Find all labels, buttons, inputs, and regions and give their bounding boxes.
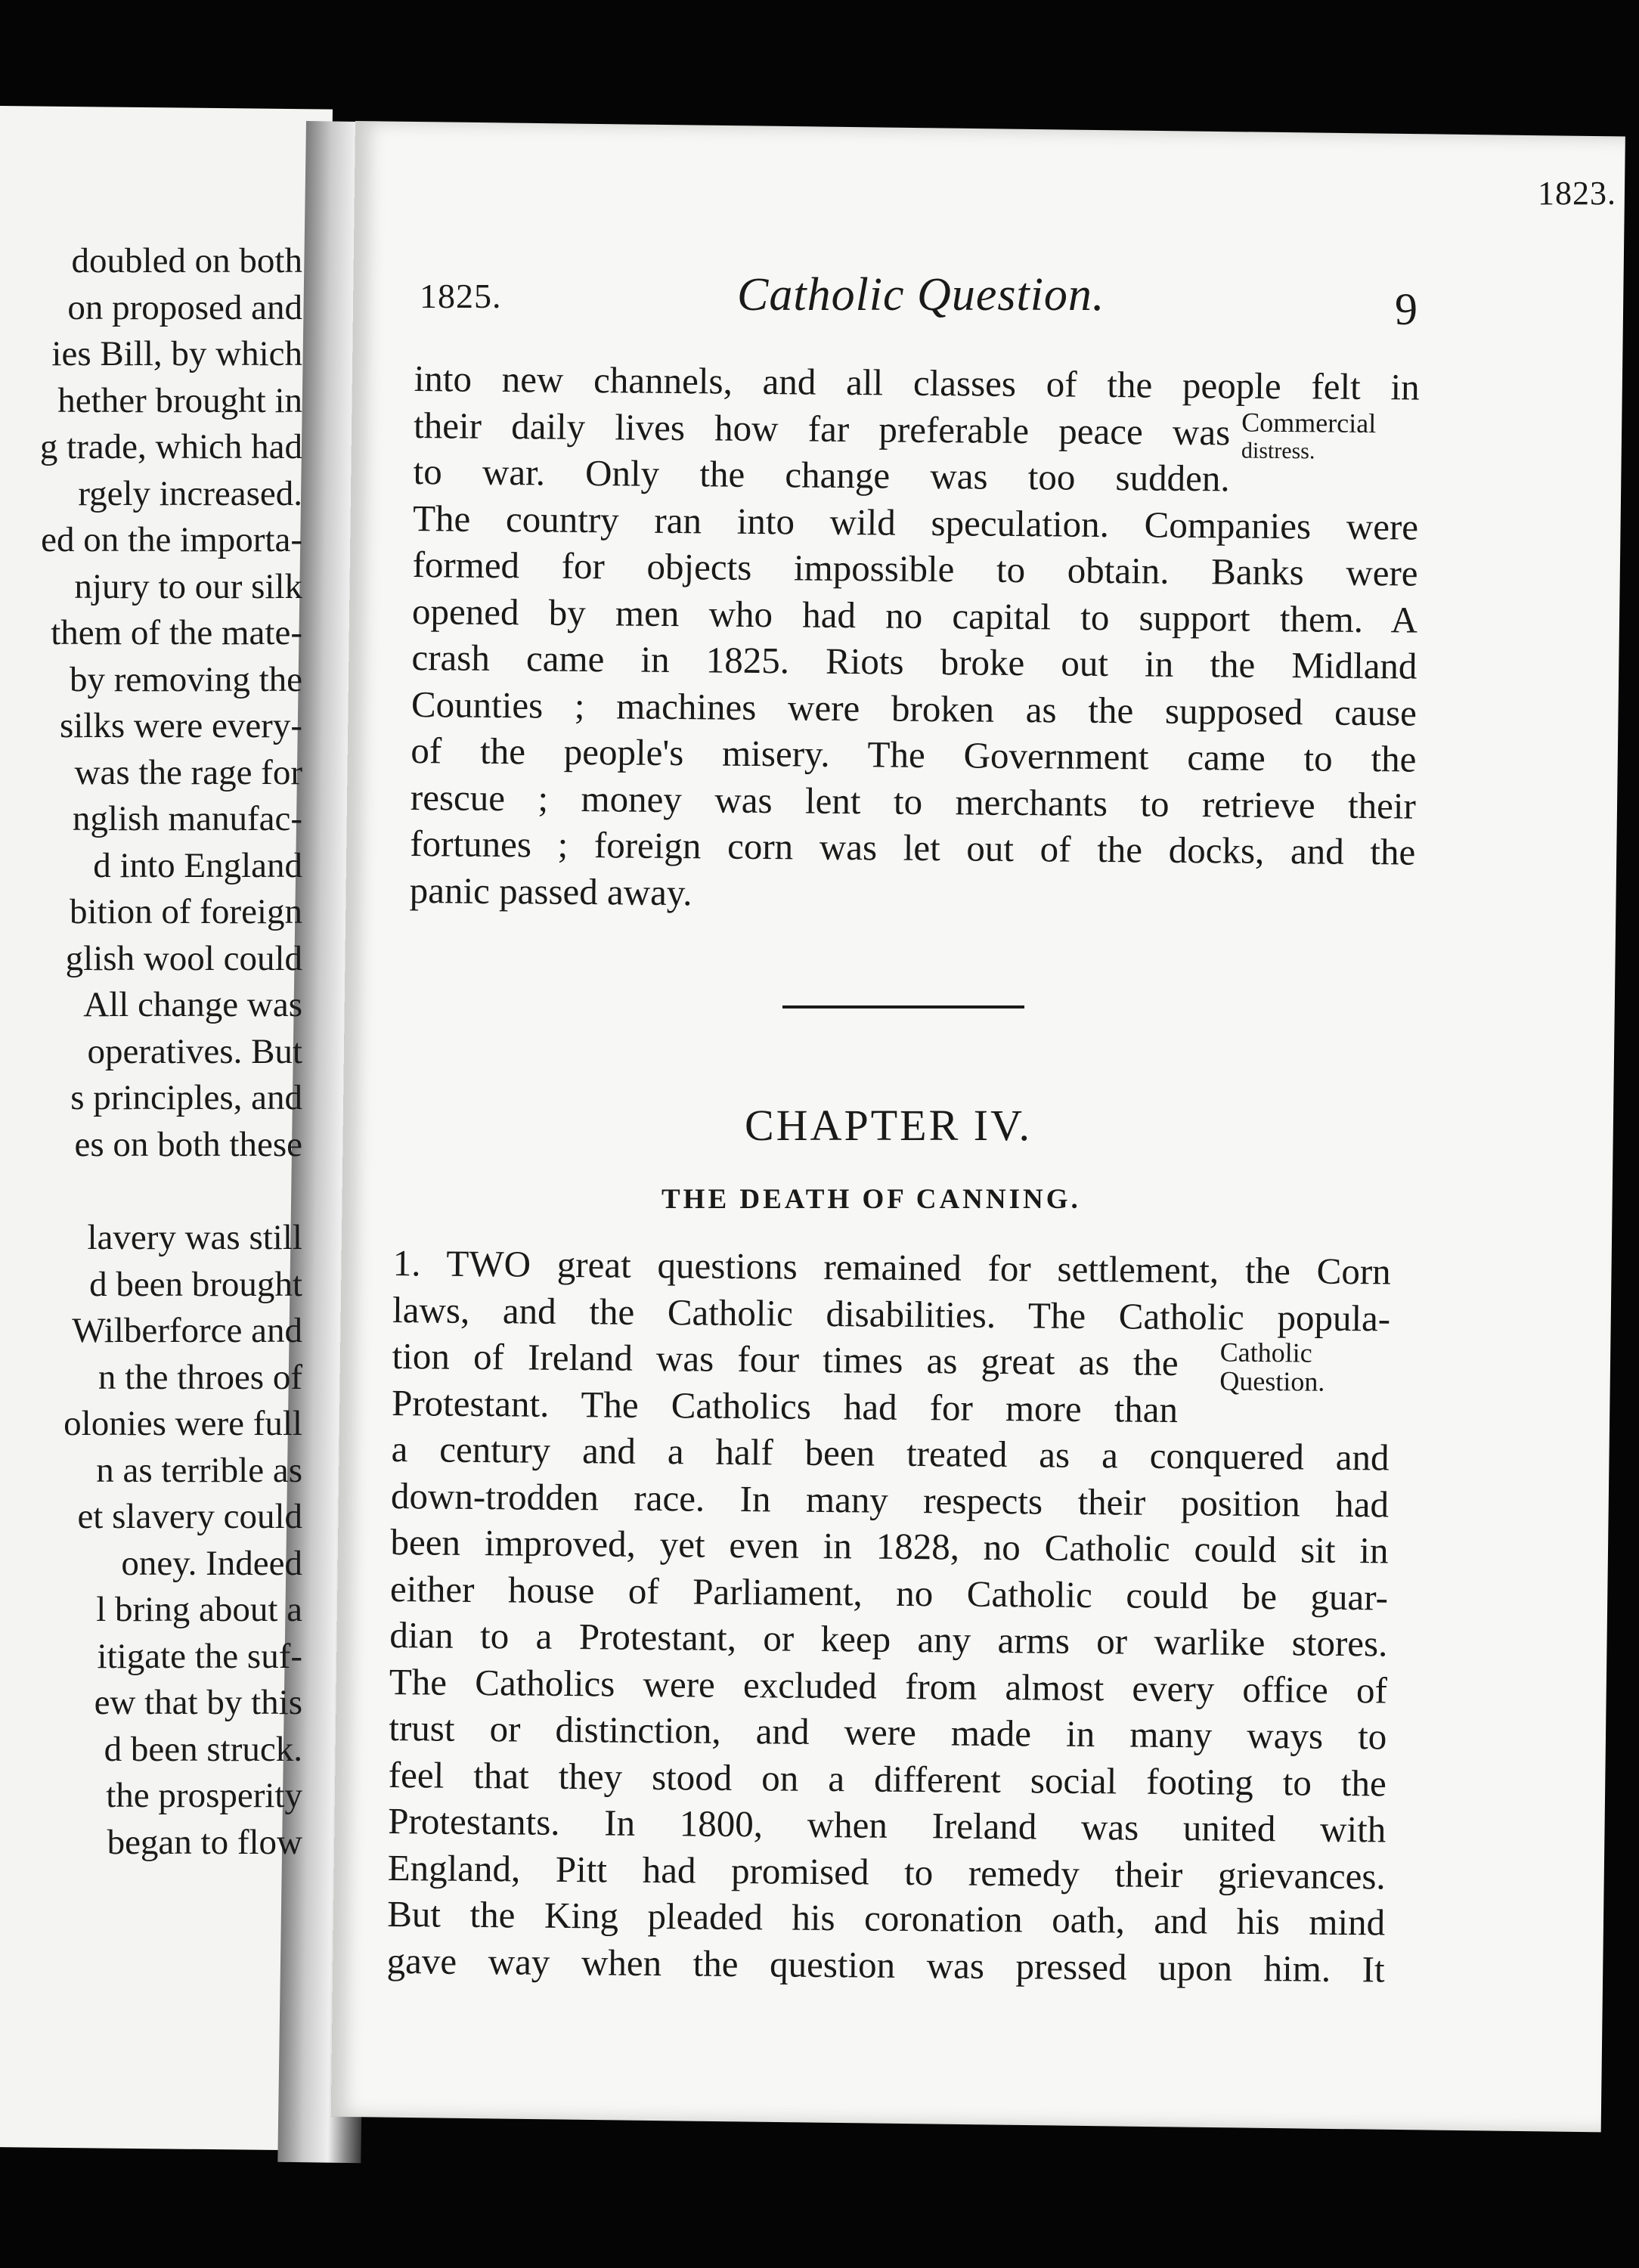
left-line: olonies were full xyxy=(64,1404,302,1443)
text-line: Counties ; machines were broken as the supposed cause xyxy=(411,683,1417,734)
left-line: doubled on both xyxy=(71,241,302,280)
left-line: njury to our silk xyxy=(74,566,302,606)
sidenote-line: Commercial xyxy=(1241,407,1377,439)
text-line: either house of Parliament, no Catholic could be guar- xyxy=(389,1567,1389,1619)
text-line: dian to a Protestant, or keep any arms or warlike stores. xyxy=(389,1613,1388,1665)
chapter-subtitle: THE DEATH OF CANNING. xyxy=(661,1184,1081,1215)
left-line: es on both these xyxy=(74,1124,302,1164)
left-line: began to flow xyxy=(107,1822,302,1862)
left-line: the prosperity xyxy=(106,1776,302,1815)
text-line: Protestants. In 1800, when Ireland was united with xyxy=(388,1799,1386,1851)
left-line: ed on the importa- xyxy=(41,520,302,559)
text-line: The Catholics were excluded from almost every office of xyxy=(389,1660,1388,1711)
left-line: them of the mate- xyxy=(51,613,302,652)
left-line: by removing the xyxy=(69,659,302,699)
left-line: bition of foreign xyxy=(69,892,302,931)
left-line: lavery was still xyxy=(87,1218,302,1257)
left-line: n the throes of xyxy=(98,1357,302,1397)
left-page-text xyxy=(0,238,318,1866)
text-line: laws, and the Catholic disabilities. The Catholic popula- xyxy=(392,1288,1391,1340)
text-line: But the King pleaded his coronation oath, and his mind xyxy=(386,1892,1386,1944)
left-line: d been struck. xyxy=(104,1729,302,1769)
running-header xyxy=(420,268,1417,334)
text-line: England, Pitt had promised to remedy their grievances. xyxy=(387,1846,1386,1897)
text-line: crash came in 1825. Riots broke out in the Midland xyxy=(411,636,1417,687)
text-line: a century and a half been treated as a conquered and xyxy=(391,1427,1390,1479)
text-line: trust or distinction, and were made in many ways to xyxy=(389,1706,1387,1758)
left-line: hether brought in xyxy=(57,380,302,420)
sidenote-catholic-question xyxy=(1219,1338,1325,1396)
left-line: oney. Indeed xyxy=(121,1543,302,1583)
text-line: opened by men who had no capital to support them. A xyxy=(411,590,1418,641)
left-line: s principles, and xyxy=(70,1078,302,1117)
text-line: feel that they stood on a different social footing to the xyxy=(388,1753,1387,1804)
text-line: gave way when the question was pressed upon him. It xyxy=(386,1939,1385,1990)
left-line: d into England xyxy=(93,845,302,885)
left-paragraph-gap xyxy=(0,1168,318,1215)
left-line: silks were every- xyxy=(59,706,302,745)
text-line: 1. TWO great questions remained for settlement, the Corn xyxy=(392,1241,1391,1293)
text-line: their daily lives how far preferable peace was xyxy=(413,404,1231,453)
chapter-heading: CHAPTER IV. xyxy=(745,1101,1032,1150)
text-line: Protestant. The Catholics had for more than xyxy=(391,1381,1179,1430)
left-line: n as terrible as xyxy=(96,1450,302,1490)
sidenote-line: Question. xyxy=(1219,1365,1325,1397)
text-line: into new channels, and all classes of the people felt in xyxy=(414,357,1420,408)
text-line: of the people's misery. The Government came to the xyxy=(411,729,1417,780)
sidenote-line: Catholic xyxy=(1219,1337,1312,1368)
text-line: The country ran into wild speculation. Companies were xyxy=(412,497,1419,548)
text-line: tion of Ireland was four times as great as the xyxy=(392,1334,1179,1384)
left-line: Wilberforce and xyxy=(72,1311,302,1350)
section-divider xyxy=(782,1005,1024,1009)
left-line: ew that by this xyxy=(94,1683,302,1722)
text-line: to war. Only the change was too sudden. xyxy=(413,450,1230,500)
text-line: down-trodden race. In many respects their position had xyxy=(390,1474,1390,1526)
running-year: 1825. xyxy=(420,277,502,315)
left-line: et slavery could xyxy=(77,1497,302,1536)
running-title: Catholic Question. xyxy=(737,269,1105,321)
left-line: itigate the suf- xyxy=(97,1636,302,1676)
text-line: rescue ; money was lent to merchants to retrieve their xyxy=(410,776,1417,827)
left-line: on proposed and xyxy=(67,287,302,327)
left-line: All change was xyxy=(83,985,302,1024)
left-line: ies Bill, by which xyxy=(51,334,302,373)
text-line: formed for objects impossible to obtain. Banks were xyxy=(412,543,1418,594)
sidenote-line: distress. xyxy=(1241,438,1315,464)
left-line: was the rage for xyxy=(74,752,302,792)
page-number: 9 xyxy=(1395,284,1417,334)
left-running-year: 1823. xyxy=(1538,175,1616,212)
sidenote-commercial-distress xyxy=(1241,408,1377,467)
paragraph-commercial-distress xyxy=(410,355,1420,922)
text-line: been improved, yet even in 1828, no Catholic could sit in xyxy=(390,1520,1389,1572)
left-line: nglish manufac- xyxy=(72,799,302,838)
left-line: glish wool could xyxy=(65,938,302,978)
paragraph-catholic-question xyxy=(386,1240,1391,1992)
text-line: fortunes ; foreign corn was let out of the docks, and the xyxy=(410,822,1416,873)
left-line: d been brought xyxy=(89,1264,302,1304)
left-line: rgely increased. xyxy=(78,473,302,513)
left-line: l bring about a xyxy=(96,1590,302,1629)
left-line: g trade, which had xyxy=(39,427,302,466)
text-line: panic passed away. xyxy=(409,869,692,913)
left-line: operatives. But xyxy=(87,1031,302,1071)
